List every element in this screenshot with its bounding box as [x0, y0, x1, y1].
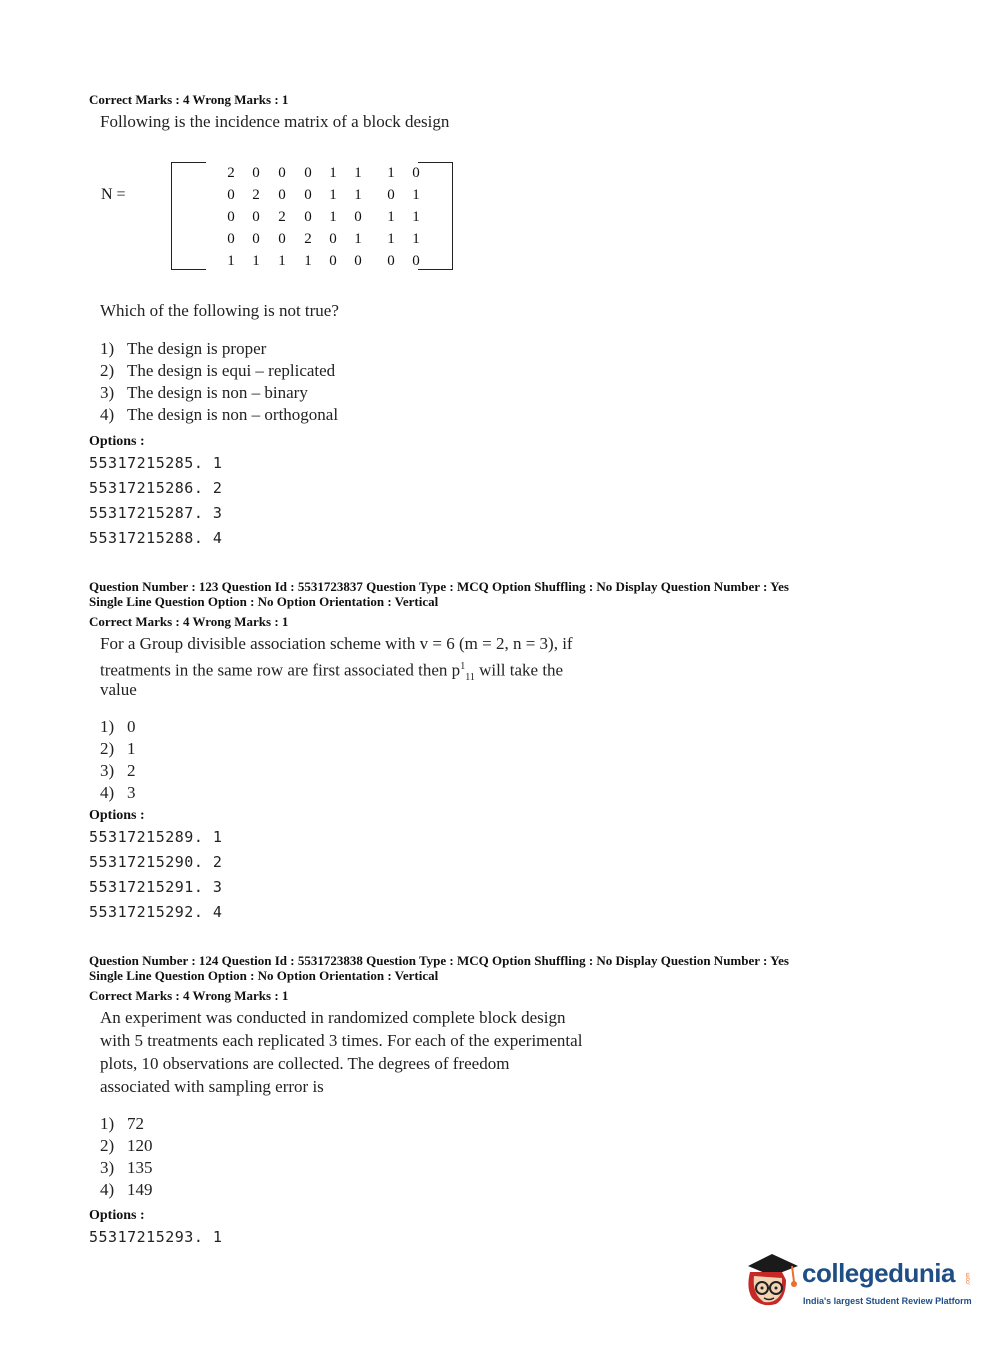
q124-header-line1: Question Number : 124 Question Id : 5531723838 Question Type : MCQ Option Shuffling : No Display Question Number : Yes	[89, 953, 789, 968]
q123-question-line: For a Group divisible association scheme with v = 6 (m = 2, n = 3), if	[100, 634, 573, 653]
q123-choice: 3) 2	[100, 761, 136, 780]
q124-choice: 1) 72	[100, 1114, 144, 1133]
q122-choice: 3) The design is non – binary	[100, 383, 308, 402]
q124-choice: 2) 120	[100, 1136, 153, 1155]
matrix-cell: 0	[329, 253, 337, 269]
q122-intro: Following is the incidence matrix of a block design	[100, 112, 450, 131]
q124-question-line: plots, 10 observations are collected. The degrees of freedom	[100, 1054, 510, 1073]
matrix-cell: 1	[387, 231, 395, 247]
matrix-cell: 0	[227, 231, 235, 247]
q123-option-code: 55317215292. 4	[89, 903, 223, 921]
matrix-cell: 0	[252, 209, 260, 225]
q122-marks: Correct Marks : 4 Wrong Marks : 1	[89, 92, 289, 107]
matrix-cell: 0	[252, 231, 260, 247]
collegedunia-logo	[742, 1248, 972, 1314]
matrix-cell: 2	[304, 231, 312, 247]
matrix-left-bracket	[171, 162, 206, 270]
matrix-cell: 0	[304, 165, 312, 181]
matrix-cell: 0	[412, 253, 420, 269]
matrix-cell: 1	[227, 253, 235, 269]
q122-choice: 2) The design is equi – replicated	[100, 361, 336, 380]
matrix-cell: 2	[227, 165, 235, 181]
logo-com: .com	[965, 1272, 972, 1286]
matrix-cell: 2	[278, 209, 286, 225]
q124-choice: 4) 149	[100, 1180, 153, 1199]
matrix-cell: 0	[354, 253, 362, 269]
matrix-cell: 1	[412, 231, 420, 247]
matrix-cell: 0	[304, 209, 312, 225]
matrix-cell: 0	[227, 209, 235, 225]
matrix-cell: 1	[278, 253, 286, 269]
q123-marks: Correct Marks : 4 Wrong Marks : 1	[89, 614, 289, 629]
matrix-cell: 1	[412, 187, 420, 203]
q123-option-code: 55317215290. 2	[89, 853, 223, 871]
q123-choice: 2) 1	[100, 739, 136, 758]
matrix-cell: 1	[329, 187, 337, 203]
matrix-cell: 2	[252, 187, 260, 203]
logo-tagline: India's largest Student Review Platform	[803, 1296, 972, 1306]
matrix-cell: 0	[387, 253, 395, 269]
matrix-cell: 1	[329, 209, 337, 225]
q123-header-line2: Single Line Question Option : No Option Orientation : Vertical	[89, 594, 439, 609]
matrix-cell: 1	[387, 165, 395, 181]
matrix-cell: 0	[278, 187, 286, 203]
q122-question: Which of the following is not true?	[100, 301, 339, 320]
matrix-cell: 0	[329, 231, 337, 247]
q122-options-label: Options :	[89, 434, 145, 449]
incidence-matrix	[171, 162, 453, 269]
q123-option-code: 55317215291. 3	[89, 878, 223, 896]
q122-option-code: 55317215285. 1	[89, 454, 223, 472]
matrix-cell: 1	[304, 253, 312, 269]
matrix-cell: 1	[387, 209, 395, 225]
q122-option-code: 55317215286. 2	[89, 479, 223, 497]
matrix-cell: 0	[304, 187, 312, 203]
matrix-cell: 1	[354, 165, 362, 181]
mascot-icon	[742, 1248, 800, 1314]
q124-question-line: An experiment was conducted in randomized complete block design	[100, 1008, 566, 1027]
q123-choice: 4) 3	[100, 783, 136, 802]
matrix-cell: 0	[412, 165, 420, 181]
q124-options-label: Options :	[89, 1208, 145, 1223]
matrix-cell: 1	[354, 231, 362, 247]
q124-question-line: associated with sampling error is	[100, 1077, 324, 1096]
matrix-right-bracket	[418, 162, 453, 270]
q123-question-line: value	[100, 680, 137, 699]
q124-option-code: 55317215293. 1	[89, 1228, 223, 1246]
q123-option-code: 55317215289. 1	[89, 828, 223, 846]
matrix-cell: 0	[227, 187, 235, 203]
matrix-cell: 0	[354, 209, 362, 225]
q122-choice: 1) The design is proper	[100, 339, 267, 358]
q123-options-label: Options :	[89, 808, 145, 823]
matrix-cell: 0	[278, 165, 286, 181]
q124-choice: 3) 135	[100, 1158, 153, 1177]
matrix-cell: 1	[329, 165, 337, 181]
q124-header-line2: Single Line Question Option : No Option Orientation : Vertical	[89, 968, 439, 983]
q123-header-line1: Question Number : 123 Question Id : 5531723837 Question Type : MCQ Option Shuffling : No Display Question Number : Yes	[89, 579, 789, 594]
logo-brand: collegedunia	[802, 1258, 955, 1288]
q124-marks: Correct Marks : 4 Wrong Marks : 1	[89, 988, 289, 1003]
matrix-cell: 0	[252, 165, 260, 181]
matrix-cell: 0	[278, 231, 286, 247]
q123-choice: 1) 0	[100, 717, 136, 736]
q124-question-line: with 5 treatments each replicated 3 times. For each of the experimental	[100, 1031, 583, 1050]
matrix-cell: 1	[354, 187, 362, 203]
q123-question-line: treatments in the same row are first associated then $p^1_{11}$ will take the	[100, 660, 564, 684]
matrix-cell: 1	[412, 209, 420, 225]
q122-option-code: 55317215288. 4	[89, 529, 223, 547]
q122-option-code: 55317215287. 3	[89, 504, 223, 522]
q122-choice: 4) The design is non – orthogonal	[100, 405, 339, 424]
matrix-cell: 1	[252, 253, 260, 269]
matrix-cell: 0	[387, 187, 395, 203]
matrix-label: N =	[101, 186, 126, 203]
